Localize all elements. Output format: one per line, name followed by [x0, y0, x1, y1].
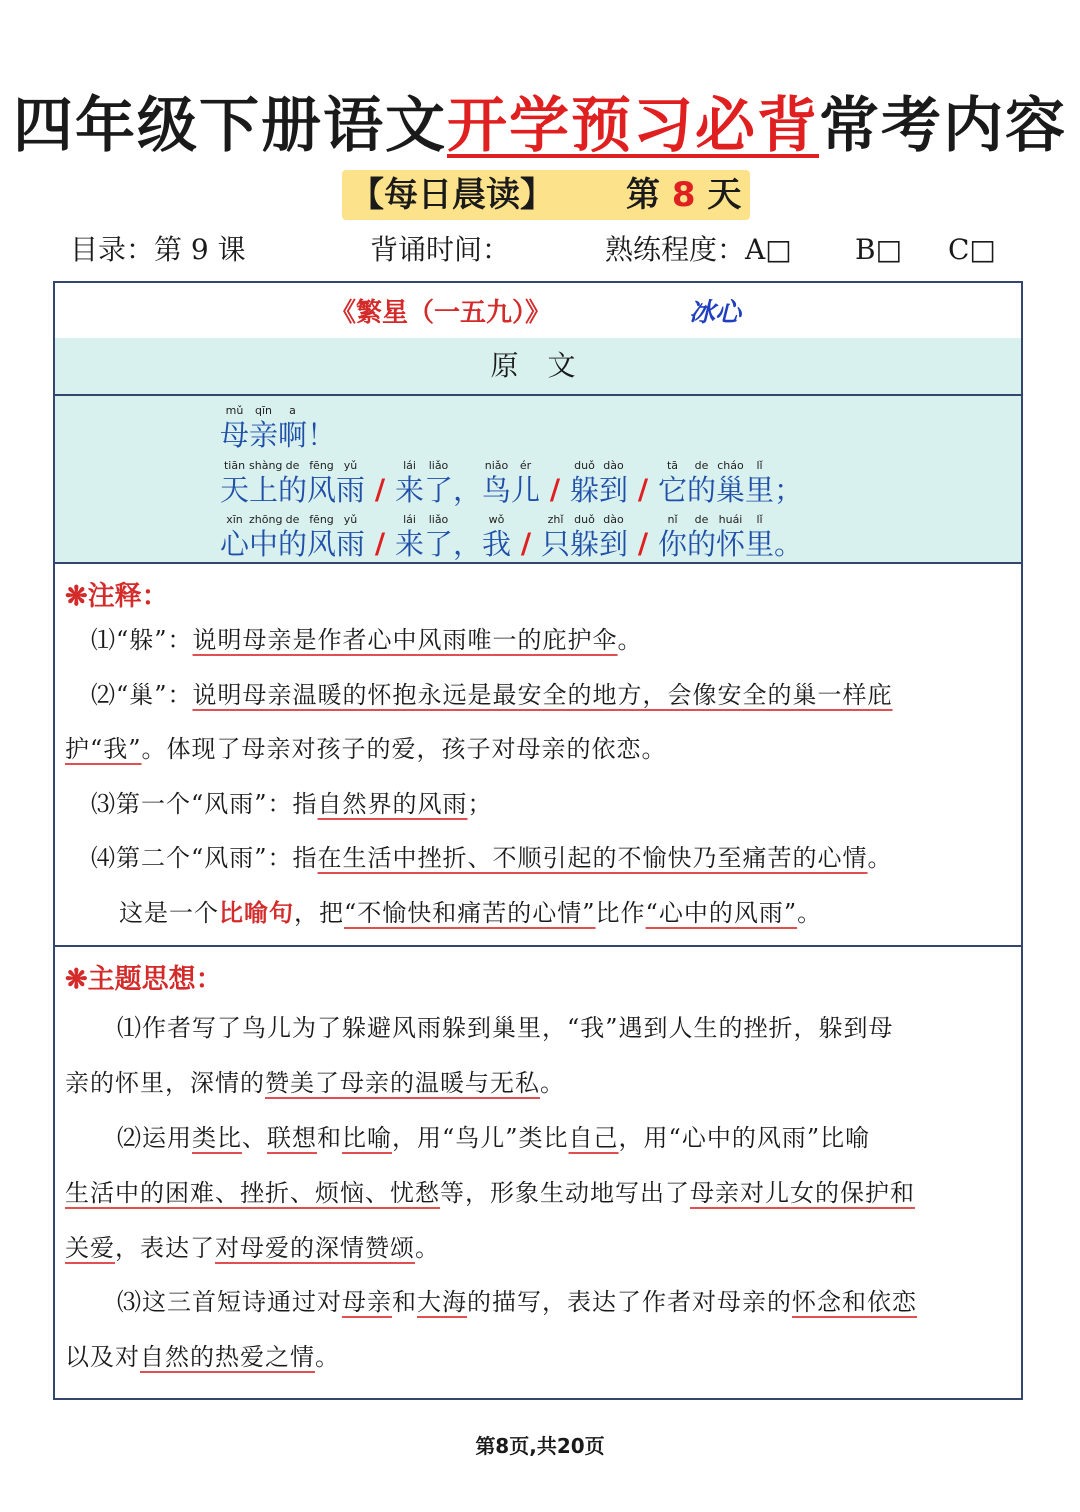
- note-1: ⑴“躲”：说明母亲是作者心中风雨唯一的庇护伞。: [91, 626, 643, 654]
- poem-character: [745, 459, 774, 507]
- poem-character: [278, 513, 307, 561]
- poem-character: [424, 459, 453, 507]
- poem-character: [482, 459, 511, 507]
- pinyin: [774, 513, 803, 527]
- pause-mark: /: [520, 527, 532, 560]
- notes-heading: ❋注释：: [65, 581, 169, 612]
- hanzi: 的: [687, 473, 717, 507]
- poem-character: [687, 459, 716, 507]
- poem-character: [599, 459, 628, 507]
- hanzi: 儿: [511, 473, 541, 507]
- pinyin: [453, 459, 482, 473]
- pinyin: tiān: [223, 459, 246, 472]
- pinyin: yǔ: [343, 513, 358, 526]
- note-3: ⑶第一个“风雨”：指自然界的风雨；: [91, 790, 493, 818]
- theme-point-2-line-3: 关爱，表达了对母爱的深情赞颂。: [65, 1234, 440, 1262]
- pinyin: shàng: [249, 459, 283, 472]
- poem-line: [220, 459, 803, 507]
- poem-character: [658, 513, 687, 561]
- hanzi: 来: [395, 527, 425, 561]
- hanzi: 巢: [716, 473, 746, 507]
- hanzi: 我: [482, 527, 512, 561]
- pinyin: duǒ: [574, 459, 595, 472]
- hanzi: 躲: [570, 473, 600, 507]
- hanzi: 来: [395, 473, 425, 507]
- hanzi: 亲: [249, 418, 279, 452]
- poem-character: [336, 513, 365, 561]
- note-2-continued: 护“我”。体现了母亲对孩子的爱，孩子对母亲的依恋。: [65, 735, 667, 763]
- hanzi: 里: [745, 527, 775, 561]
- pinyin: tā: [666, 459, 679, 472]
- hanzi: 鸟: [482, 473, 512, 507]
- pause-mark: /: [637, 527, 649, 560]
- hanzi: 你: [658, 527, 688, 561]
- daily-reading-banner: [342, 170, 750, 220]
- hanzi: ，: [453, 527, 483, 561]
- poem-character: [687, 513, 716, 561]
- theme-point-1-continued: 亲的怀里，深情的赞美了母亲的温暖与无私。: [65, 1069, 565, 1097]
- pinyin: de: [694, 513, 709, 526]
- poem-character: [745, 513, 774, 561]
- pinyin: de: [285, 513, 300, 526]
- poem-title-row: [55, 283, 1021, 340]
- poem-character: [395, 513, 424, 561]
- poem-character: [307, 513, 336, 561]
- hanzi: 怀: [716, 527, 746, 561]
- hanzi: 啊: [278, 418, 308, 452]
- poem-character: [278, 459, 307, 507]
- pause-mark: /: [374, 527, 386, 560]
- pinyin: niǎo: [484, 459, 509, 472]
- poem-character: [716, 459, 745, 507]
- pinyin: de: [285, 459, 300, 472]
- hanzi: 只: [541, 527, 571, 561]
- pinyin: lǐ: [756, 459, 763, 472]
- poem-character: [424, 513, 453, 561]
- hanzi: 到: [599, 527, 629, 561]
- poem-title: 《繁星（一五九）》: [330, 298, 552, 328]
- poem-character: [249, 513, 283, 561]
- hanzi: 心: [220, 527, 250, 561]
- pinyin: liǎo: [428, 459, 449, 472]
- pinyin: lái: [403, 459, 416, 472]
- hanzi: 的: [687, 527, 717, 561]
- poem-character: [249, 459, 283, 507]
- poem-character: [658, 459, 687, 507]
- original-text-header: 原 文: [55, 338, 1021, 396]
- poem-character: [249, 404, 278, 452]
- hanzi: 的: [278, 473, 308, 507]
- note-5: 这是一个比喻句，把“不愉快和痛苦的心情”比作“心中的风雨”。: [119, 898, 823, 927]
- theme-point-2: ⑵运用类比、联想和比喻，用“鸟儿”类比自己，用“心中的风雨”比喻: [117, 1124, 871, 1152]
- pause-mark: /: [637, 473, 649, 506]
- poem-character: [395, 459, 424, 507]
- hanzi: 风: [307, 473, 337, 507]
- content-table: [53, 281, 1023, 1400]
- hanzi: ，: [453, 473, 483, 507]
- hanzi: 的: [278, 527, 308, 561]
- poem-character: [774, 459, 803, 507]
- poem-character: [511, 459, 540, 507]
- poem-character: [570, 513, 599, 561]
- hanzi: 了: [424, 473, 454, 507]
- poem-character: [774, 513, 803, 561]
- theme-point-3: ⑶这三首短诗通过对母亲和大海的描写，表达了作者对母亲的怀念和依恋: [117, 1288, 917, 1316]
- pinyin: zhǐ: [547, 513, 564, 526]
- poem-character: [716, 513, 745, 561]
- poem-character: [220, 513, 249, 561]
- pinyin: [774, 459, 803, 473]
- pinyin: nǐ: [667, 513, 678, 526]
- hanzi: 中: [249, 527, 279, 561]
- theme-point-2-line-2: 生活中的困难、挫折、烦恼、忧愁等，形象生动地写出了母亲对儿女的保护和: [65, 1179, 915, 1207]
- hanzi: 上: [249, 473, 279, 507]
- hanzi: 到: [599, 473, 629, 507]
- catalog-label: 目录：第 9 课: [70, 233, 246, 266]
- day-indicator: 第 8 天: [626, 175, 742, 215]
- hanzi: 它: [658, 473, 688, 507]
- poem-character: [599, 513, 628, 561]
- theme-point-3-continued: 以及对自然的热爱之情。: [65, 1343, 340, 1371]
- pinyin: xīn: [226, 513, 243, 526]
- poem-character: [453, 459, 482, 507]
- hanzi: 母: [220, 418, 250, 452]
- pinyin: de: [694, 459, 709, 472]
- pinyin: [453, 513, 482, 527]
- pinyin: lái: [403, 513, 416, 526]
- pinyin: dào: [603, 513, 624, 526]
- page-indicator: 第8页,共20页: [475, 1434, 605, 1458]
- note-4: ⑷第二个“风雨”：指在生活中挫折、不顺引起的不愉快乃至痛苦的心情。: [91, 844, 893, 872]
- pinyin: dào: [603, 459, 624, 472]
- hanzi: 天: [220, 473, 250, 507]
- page-title: 四年级下册语文开学预习必背常考内容: [13, 91, 1067, 161]
- note-2: ⑵“巢”：说明母亲温暖的怀抱永远是最安全的地方，会像安全的巢一样庇: [91, 681, 893, 709]
- hanzi: 风: [307, 527, 337, 561]
- pinyin: lǐ: [756, 513, 763, 526]
- hanzi: 雨: [336, 527, 366, 561]
- pinyin: huái: [718, 513, 743, 526]
- poem-body: [55, 396, 1021, 564]
- poem-character: [570, 459, 599, 507]
- poem-author: 冰心: [689, 298, 742, 328]
- proficiency-option-a[interactable]: 熟练程度：A□: [605, 233, 792, 266]
- poem-character: [336, 459, 365, 507]
- poem-line: [220, 404, 336, 452]
- poem-line: [220, 513, 803, 561]
- proficiency-option-c[interactable]: C□: [948, 233, 996, 266]
- poem-character: [278, 404, 307, 452]
- proficiency-option-b[interactable]: B□: [855, 233, 903, 266]
- pinyin: qīn: [254, 404, 272, 417]
- pause-mark: /: [549, 473, 561, 506]
- theme-point-1: ⑴作者写了鸟儿为了躲避风雨躲到巢里，“我”遇到人生的挫折，躲到母: [117, 1014, 894, 1042]
- poem-character: [453, 513, 482, 561]
- poem-character: [220, 459, 249, 507]
- theme-section: [55, 947, 1021, 1398]
- hanzi: ！: [307, 418, 337, 452]
- theme-heading: ❋主题思想：: [65, 964, 223, 995]
- pinyin: ér: [519, 459, 532, 472]
- pause-mark: /: [374, 473, 386, 506]
- poem-character: [307, 459, 336, 507]
- pinyin: cháo: [717, 459, 744, 472]
- notes-section: [55, 564, 1021, 947]
- poem-character: [307, 404, 336, 452]
- pinyin: yǔ: [343, 459, 358, 472]
- hanzi: 里: [745, 473, 775, 507]
- pinyin: wǒ: [488, 513, 505, 526]
- poem-character: [220, 404, 249, 452]
- pinyin: fēng: [309, 459, 334, 472]
- hanzi: ；: [774, 473, 804, 507]
- pinyin: mǔ: [225, 404, 244, 417]
- daily-label: 【每日晨读】: [350, 175, 554, 215]
- hanzi: 雨: [336, 473, 366, 507]
- poem-character: [482, 513, 511, 561]
- recite-time-label: 背诵时间：: [370, 233, 511, 266]
- hanzi: 了: [424, 527, 454, 561]
- poem-character: [541, 513, 570, 561]
- pinyin: a: [289, 404, 296, 417]
- pinyin: duǒ: [574, 513, 595, 526]
- hanzi: 躲: [570, 527, 600, 561]
- pinyin: liǎo: [428, 513, 449, 526]
- pinyin: fēng: [309, 513, 334, 526]
- hanzi: 。: [774, 527, 804, 561]
- pinyin: [307, 404, 336, 418]
- pinyin: zhōng: [249, 513, 283, 526]
